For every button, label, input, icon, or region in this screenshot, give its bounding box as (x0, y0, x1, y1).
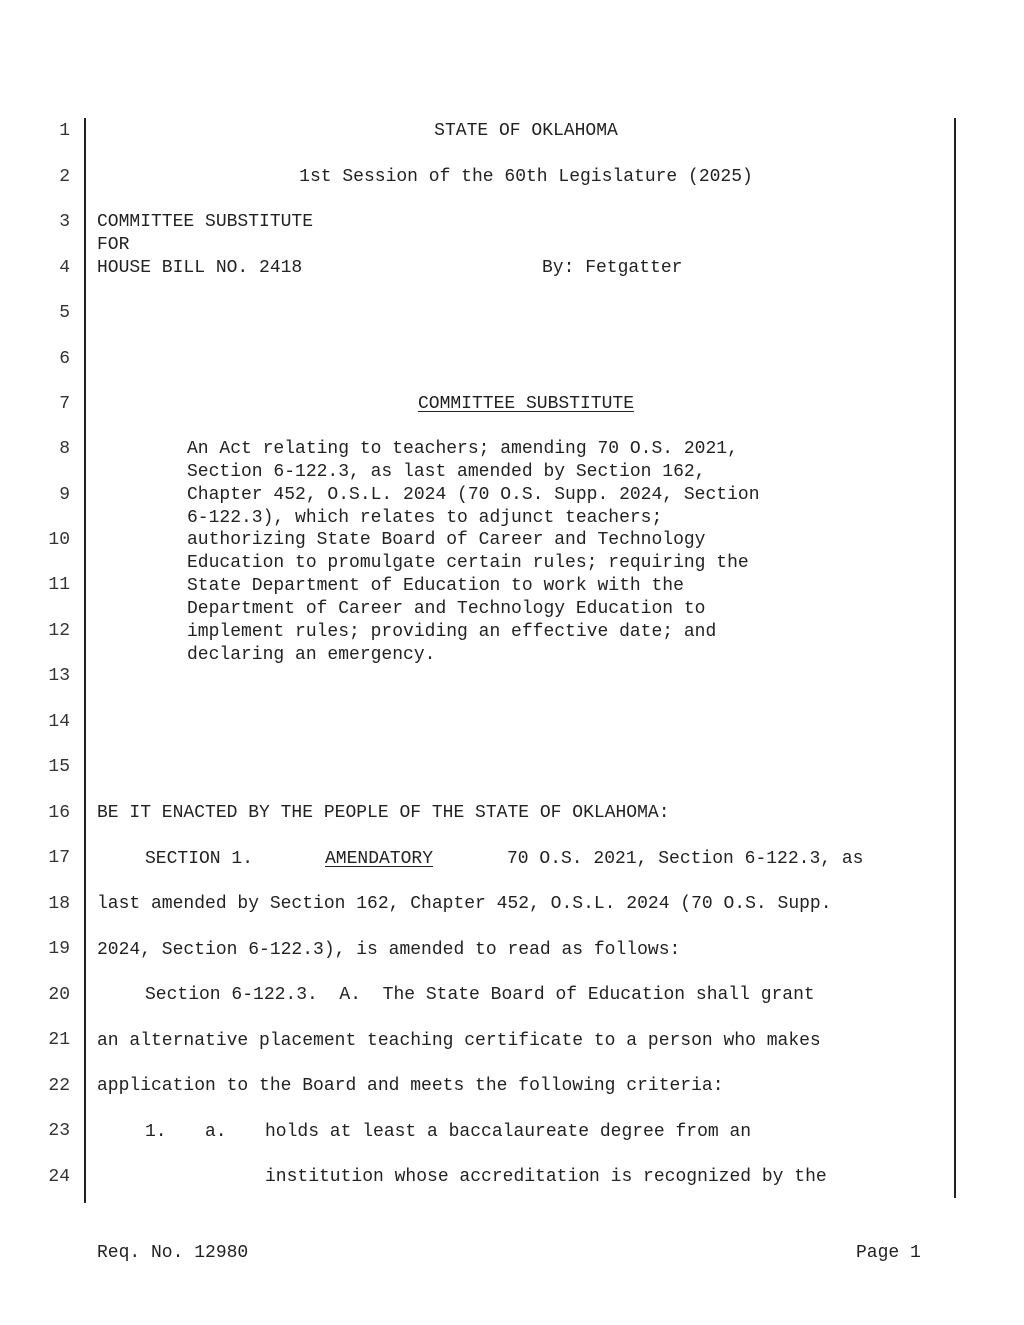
committee-substitute-title: COMMITTEE SUBSTITUTE (417, 394, 635, 414)
section-citation-cont: last amended by Section 162, Chapter 452, O.S.L. 2024 (70 O.S. Supp. (97, 894, 832, 914)
line-number: 13 (48, 666, 70, 686)
body-line: application to the Board and meets the following criteria: (97, 1076, 724, 1096)
line-number: 20 (48, 985, 70, 1005)
line-number: 17 (48, 848, 70, 868)
session-heading: 1st Session of the 60th Legislature (2025) (299, 167, 753, 187)
list-item-text-cont: institution whose accreditation is recognized by the (265, 1167, 827, 1187)
for-label: FOR (97, 235, 130, 255)
line-number: 9 (59, 485, 70, 505)
act-title-line: Department of Career and Technology Education to (187, 599, 706, 619)
line-number: 4 (59, 258, 70, 278)
line-number: 5 (59, 303, 70, 323)
line-number: 18 (48, 894, 70, 914)
section-citation: 70 O.S. 2021, Section 6-122.3, as (507, 849, 864, 869)
act-title-line: declaring an emergency. (187, 645, 436, 665)
line-number: 1 (59, 121, 70, 141)
right-margin-rule (954, 118, 956, 1198)
act-title-line: 6-122.3), which relates to adjunct teachers; (187, 508, 663, 528)
line-number: 23 (48, 1121, 70, 1141)
committee-substitute-label: COMMITTEE SUBSTITUTE (97, 212, 314, 232)
request-number: Req. No. 12980 (97, 1243, 249, 1263)
line-number: 6 (59, 349, 70, 369)
act-title-line: State Department of Education to work with the (187, 576, 684, 596)
line-number: 8 (59, 439, 70, 459)
act-title-line: Section 6-122.3, as last amended by Section 162, (187, 462, 706, 482)
page-number: Page 1 (856, 1243, 921, 1263)
line-number: 2 (59, 167, 70, 187)
line-number: 16 (48, 803, 70, 823)
line-number: 21 (48, 1030, 70, 1050)
line-number: 19 (48, 939, 70, 959)
list-item-number: 1. (145, 1122, 167, 1142)
bill-number: HOUSE BILL NO. 2418 (97, 258, 303, 278)
line-number: 7 (59, 394, 70, 414)
enacting-clause: BE IT ENACTED BY THE PEOPLE OF THE STATE OF OKLAHOMA: (97, 803, 670, 823)
list-item-letter: a. (205, 1122, 227, 1142)
line-number: 11 (48, 575, 70, 595)
section-type: AMENDATORY (325, 849, 434, 869)
left-margin-rule (84, 118, 86, 1203)
line-number: 24 (48, 1167, 70, 1187)
act-title-line: Education to promulgate certain rules; requiring the (187, 553, 749, 573)
body-line: Section 6-122.3. A. The State Board of Education shall grant (145, 985, 815, 1005)
line-number: 15 (48, 757, 70, 777)
section-citation-end: 2024, Section 6-122.3), is amended to read as follows: (97, 940, 681, 960)
line-number: 3 (59, 212, 70, 232)
act-title-line: implement rules; providing an effective date; and (187, 622, 717, 642)
line-number: 14 (48, 712, 70, 732)
line-number: 10 (48, 530, 70, 550)
bill-author: By: Fetgatter (542, 258, 683, 278)
section-label: SECTION 1. (145, 849, 254, 869)
state-heading: STATE OF OKLAHOMA (434, 121, 618, 141)
line-number: 22 (48, 1076, 70, 1096)
body-line: an alternative placement teaching certificate to a person who makes (97, 1031, 821, 1051)
act-title-line: authorizing State Board of Career and Technology (187, 530, 706, 550)
line-number: 12 (48, 621, 70, 641)
act-title-line: An Act relating to teachers; amending 70 O.S. 2021, (187, 439, 738, 459)
act-title-line: Chapter 452, O.S.L. 2024 (70 O.S. Supp. 2024, Section (187, 485, 760, 505)
list-item-text: holds at least a baccalaureate degree from an (265, 1122, 752, 1142)
